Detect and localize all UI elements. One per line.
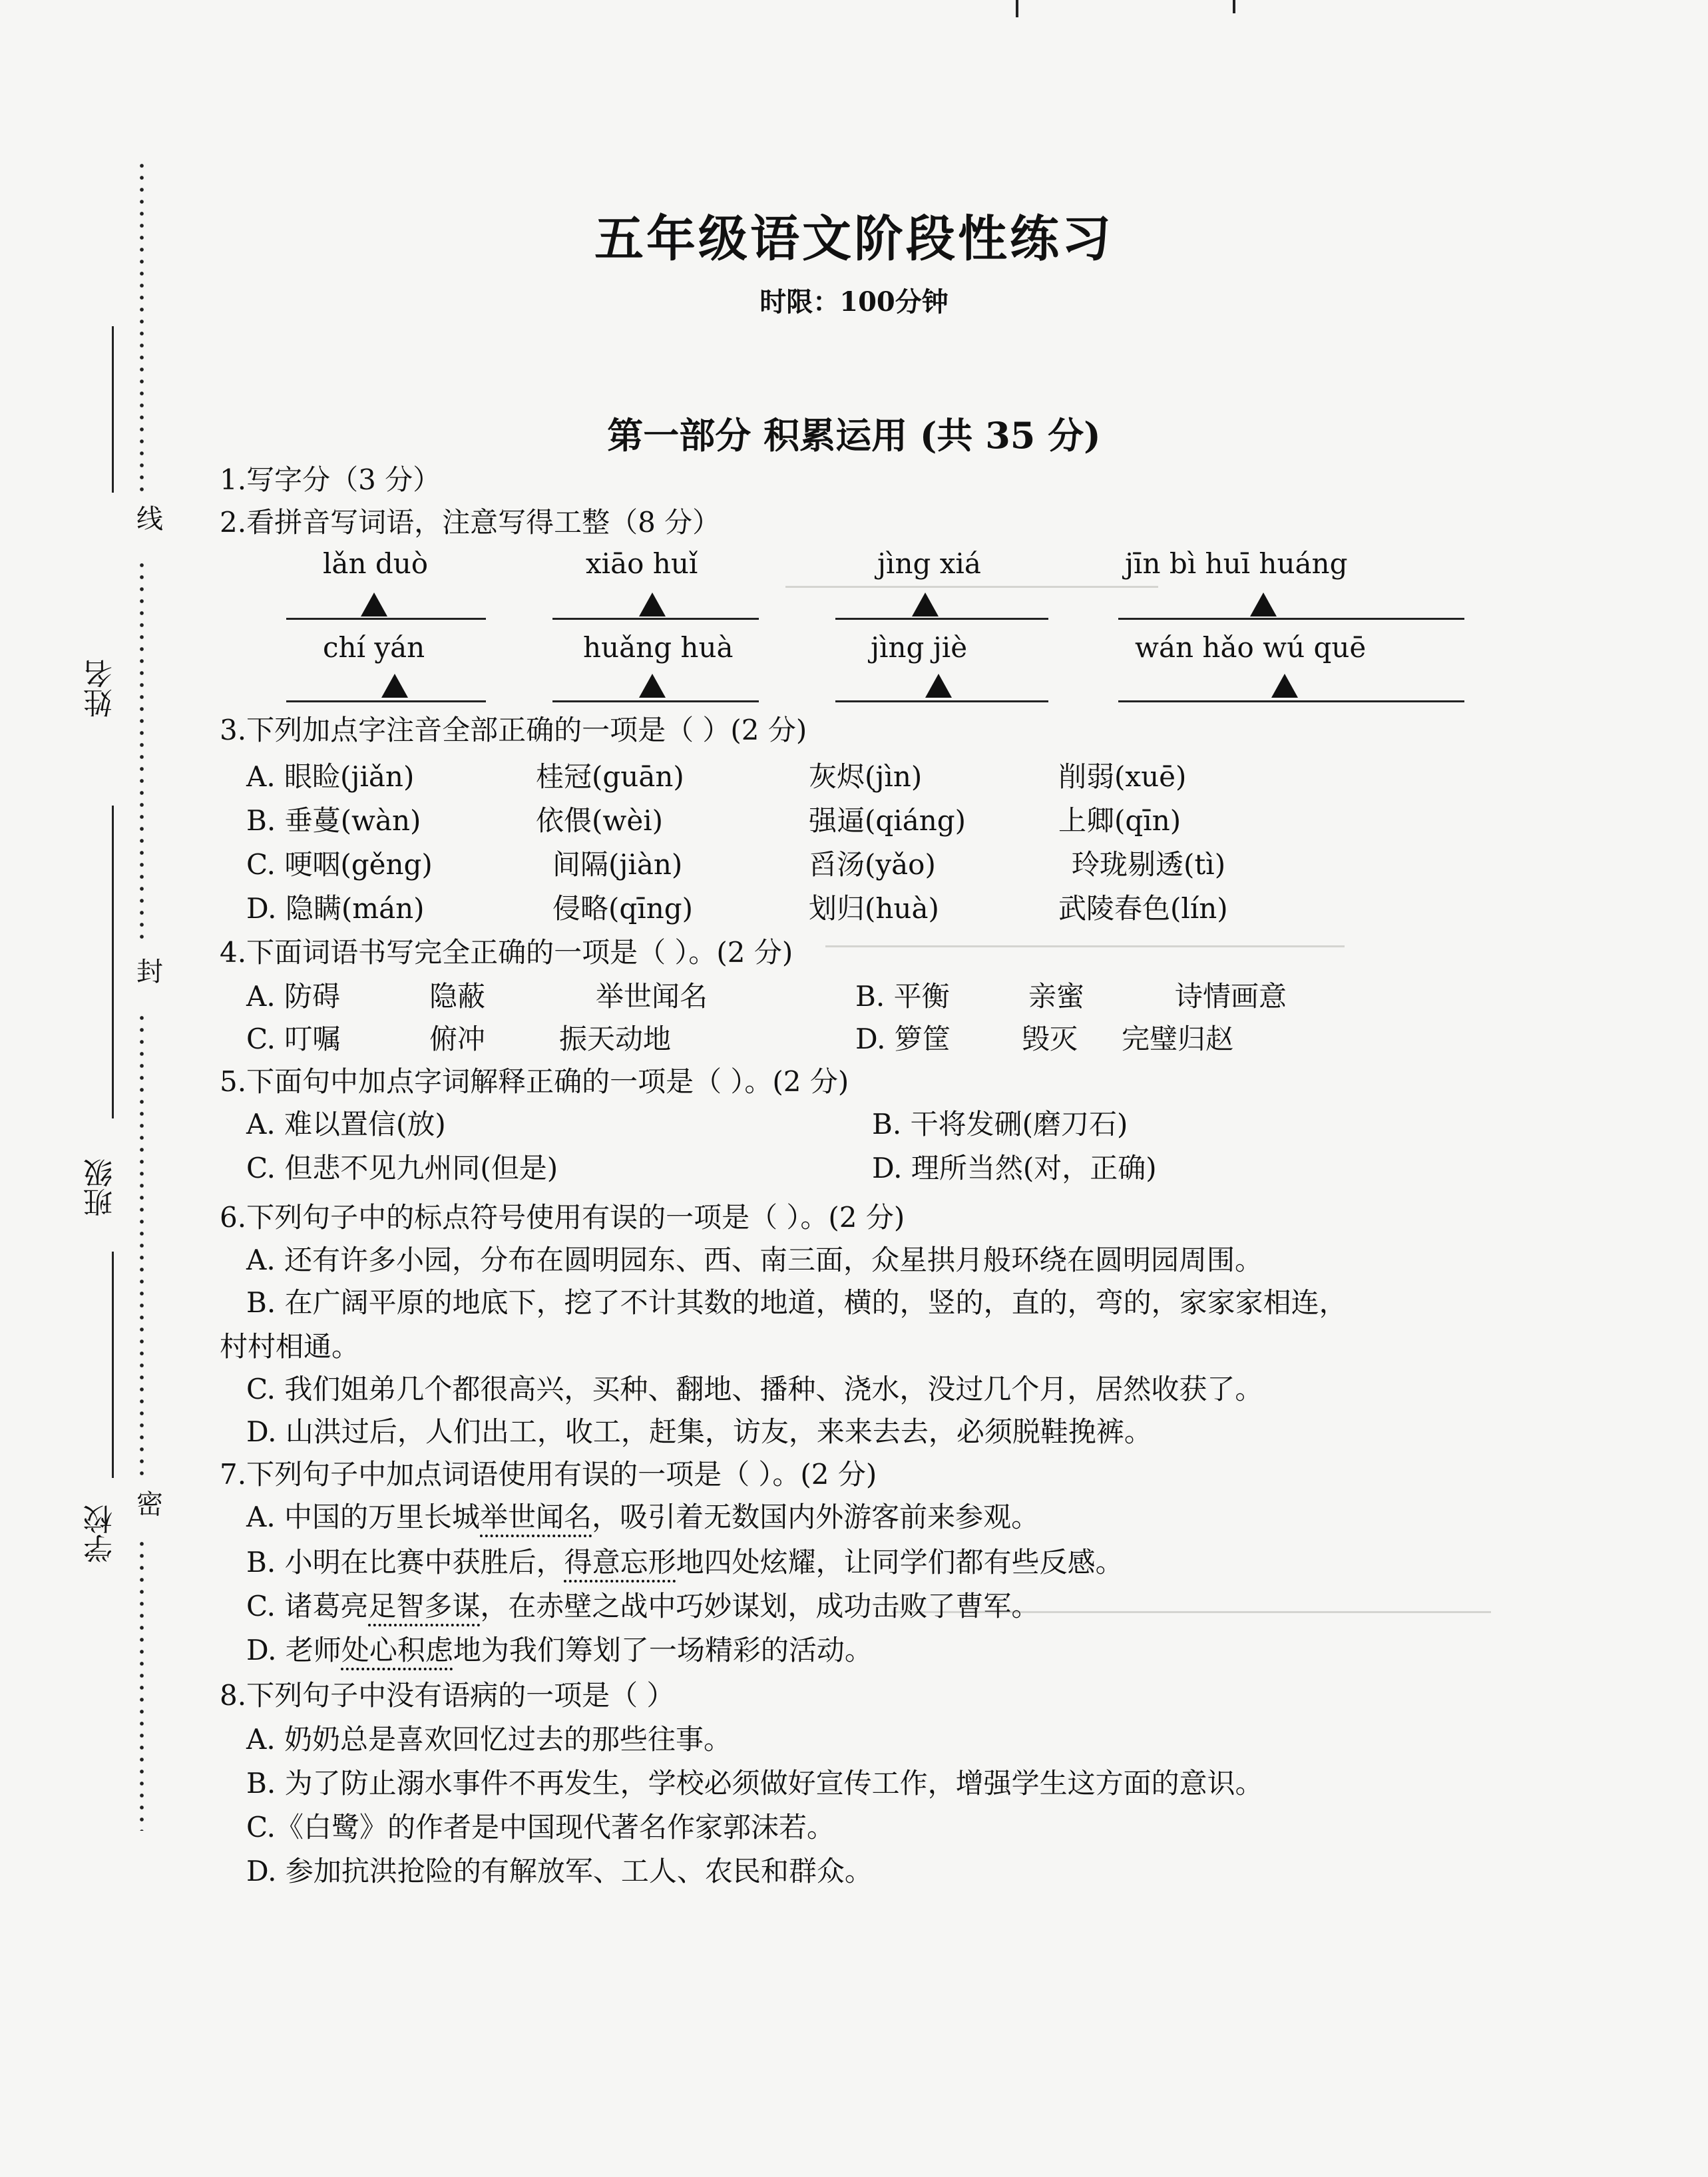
q7-option-b[interactable]	[246, 1546, 1124, 1578]
question-3: 3.下列加点字注音全部正确的一项是（ ）(2 分)	[220, 714, 807, 746]
q8-option-a[interactable]: A. 奶奶总是喜欢回忆过去的那些往事。	[246, 1723, 732, 1756]
q7-option-a[interactable]	[246, 1503, 1039, 1531]
pinyin-prompt: jìng jiè	[871, 631, 968, 664]
pinyin-prompt: huǎng huà	[583, 631, 734, 664]
triangle-marker-icon	[361, 593, 387, 616]
answer-line[interactable]	[1118, 618, 1464, 620]
q6-option-d[interactable]: D. 山洪过后，人们出工，收工，赶集，访友，来来去去，必须脱鞋挽裤。	[246, 1415, 1152, 1448]
answer-line[interactable]	[552, 700, 759, 702]
q8-option-d[interactable]: D. 参加抗洪抢险的有解放军、工人、农民和群众。	[246, 1855, 873, 1887]
question-5: 5.下面句中加点字词解释正确的一项是（ ）。(2 分)	[220, 1065, 849, 1098]
q7-option-d-text: 地为我们筹划了一场精彩的活动。	[453, 1634, 873, 1666]
q6-option-c[interactable]: C. 我们姐弟几个都很高兴，买种、翻地、播种、浇水，没过几个月，居然收获了。	[246, 1373, 1263, 1405]
q3-option-c[interactable]: C. 哽咽(gěng)	[246, 848, 433, 881]
question-6: 6.下列句子中的标点符号使用有误的一项是（ ）。(2 分)	[220, 1201, 905, 1234]
binding-dotted-line	[140, 1012, 144, 1478]
triangle-marker-icon	[925, 674, 952, 698]
q6-option-a[interactable]: A. 还有许多小园，分布在圆明园东、西、南三面，众星拱月般环绕在圆明园周围。	[246, 1244, 1263, 1276]
q3-option-d-word: 侵略(qīng)	[552, 892, 694, 925]
q3-option-b-word: 强逼(qiáng)	[809, 804, 966, 837]
answer-line[interactable]	[1118, 700, 1464, 702]
question-8: 8.下列句子中没有语病的一项是（ ）	[220, 1679, 675, 1712]
scan-artifact	[1233, 0, 1235, 13]
q8-option-c[interactable]: C.《白鹭》的作者是中国现代著名作家郭沫若。	[246, 1811, 835, 1843]
time-limit: 时限：100分钟	[759, 286, 949, 318]
school-label: 学校	[84, 1505, 118, 1563]
q7-option-a-dotted-word: 举世闻名	[480, 1501, 592, 1533]
answer-line[interactable]	[835, 700, 1048, 702]
q4-option-c[interactable]: C. 叮嘱	[246, 1023, 341, 1055]
q3-option-b[interactable]: B. 垂蔓(wàn)	[246, 804, 421, 837]
q4-option-a-word: 举世闻名	[596, 980, 708, 1013]
q4-option-c-word: 振天动地	[559, 1023, 672, 1055]
question-7: 7.下列句子中加点词语使用有误的一项是（ ）。(2 分)	[220, 1458, 877, 1491]
q6-option-b[interactable]: B. 在广阔平原的地底下，挖了不计其数的地道，横的，竖的，直的，弯的，家家家相连，	[246, 1286, 1347, 1319]
q3-option-c-word: 舀汤(yǎo)	[809, 848, 936, 881]
binding-dotted-line	[140, 559, 144, 945]
answer-line[interactable]	[286, 700, 486, 702]
q4-option-b[interactable]: B. 平衡	[855, 980, 950, 1013]
q3-option-a[interactable]: A. 眼睑(jiǎn)	[246, 760, 415, 793]
bleed-through-text	[260, 160, 952, 198]
answer-line[interactable]	[286, 618, 486, 620]
triangle-marker-icon	[912, 593, 939, 616]
pinyin-prompt: jìng xiá	[877, 547, 981, 580]
q4-option-d-word: 完璧归赵	[1122, 1023, 1234, 1055]
q3-option-d-word: 武陵春色(lín)	[1058, 892, 1228, 925]
q4-option-d-word: 毁灭	[1022, 1023, 1078, 1055]
q7-option-c-dotted-word: 足智多谋	[368, 1590, 481, 1622]
q8-option-b[interactable]: B. 为了防止溺水事件不再发生，学校必须做好宣传工作，增强学生这方面的意识。	[246, 1767, 1263, 1800]
pinyin-prompt: xiāo huǐ	[586, 547, 698, 580]
scan-artifact	[1016, 0, 1018, 17]
q7-option-d-text: D. 老师	[246, 1634, 341, 1666]
q4-option-d[interactable]: D. 箩筐	[855, 1023, 951, 1055]
q7-option-a-text: A. 中国的万里长城	[246, 1501, 481, 1533]
binding-dense-label: 密	[136, 1489, 163, 1520]
q5-option-b[interactable]: B. 干将发硎(磨刀石)	[872, 1108, 1128, 1140]
q3-option-c-word: 间隔(jiàn)	[552, 848, 683, 881]
answer-line[interactable]	[552, 618, 759, 620]
q7-option-b-dotted-word: 得意忘形	[564, 1546, 676, 1578]
q6-option-b-continued: 村村相通。	[220, 1330, 360, 1363]
q7-option-b-text: B. 小明在比赛中获胜后，	[246, 1546, 564, 1578]
q3-option-d[interactable]: D. 隐瞒(mán)	[246, 892, 425, 925]
q4-option-c-word: 俯冲	[429, 1023, 486, 1055]
q3-option-b-word: 上卿(qīn)	[1058, 804, 1181, 837]
triangle-marker-icon	[1271, 674, 1298, 698]
class-label: 班级	[84, 1158, 118, 1217]
q4-option-a[interactable]: A. 防碍	[246, 980, 341, 1013]
q7-option-d-dotted-word: 处心积虑	[341, 1634, 453, 1666]
section-title: 第一部分 积累运用 (共 35 分)	[607, 414, 1101, 457]
q7-option-c-text: ，在赤壁之战中巧妙谋划，成功击败了曹军。	[480, 1590, 1040, 1622]
question-4: 4.下面词语书写完全正确的一项是（ ）。(2 分)	[220, 936, 793, 969]
bleed-through-rule	[785, 586, 1158, 588]
q4-option-b-word: 诗情画意	[1175, 980, 1287, 1013]
triangle-marker-icon	[381, 674, 408, 698]
q7-option-d[interactable]	[246, 1636, 873, 1664]
page-title: 五年级语文阶段性练习	[594, 210, 1114, 268]
bleed-through-rule	[825, 945, 1345, 947]
q3-option-a-word: 削弱(xuē)	[1058, 760, 1187, 793]
triangle-marker-icon	[1250, 593, 1277, 616]
binding-dotted-line	[140, 1538, 144, 1831]
q4-option-b-word: 亲蜜	[1028, 980, 1085, 1013]
pinyin-prompt: lǎn duò	[323, 547, 429, 580]
pinyin-prompt: wán hǎo wú quē	[1135, 631, 1367, 664]
class-write-line[interactable]	[112, 806, 114, 1118]
pinyin-prompt: chí yán	[323, 631, 425, 664]
binding-seal-label: 封	[136, 957, 163, 987]
pinyin-prompt: jīn bì huī huáng	[1125, 547, 1348, 580]
q3-option-a-word: 桂冠(guān)	[536, 760, 684, 793]
question-1: 1.写字分（3 分）	[220, 463, 441, 496]
q7-option-c[interactable]	[246, 1592, 1039, 1620]
q7-option-a-text: ，吸引着无数国内外游客前来参观。	[592, 1501, 1040, 1533]
triangle-marker-icon	[639, 593, 666, 616]
q7-option-b-text: 地四处炫耀，让同学们都有些反感。	[676, 1546, 1124, 1578]
school-write-line[interactable]	[112, 1252, 114, 1478]
q3-option-b-word: 依偎(wèi)	[536, 804, 664, 837]
q3-option-d-word: 划归(huà)	[809, 892, 939, 925]
triangle-marker-icon	[639, 674, 666, 698]
q5-option-d[interactable]: D. 理所当然(对，正确)	[872, 1152, 1157, 1184]
question-2: 2.看拼音写词语，注意写得工整（8 分）	[220, 506, 721, 539]
q7-option-c-text: C. 诸葛亮	[246, 1590, 369, 1622]
name-label: 姓名	[84, 659, 118, 718]
q3-option-c-word: 玲珑剔透(tì)	[1072, 848, 1226, 881]
q5-option-a[interactable]: A. 难以置信(放)	[246, 1108, 446, 1140]
binding-line-label: 线	[136, 504, 163, 535]
q4-option-a-word: 隐蔽	[429, 980, 486, 1013]
answer-line[interactable]	[835, 618, 1048, 620]
q3-option-a-word: 灰烬(jìn)	[809, 760, 923, 793]
q5-option-c[interactable]: C. 但悲不见九州同(但是)	[246, 1152, 558, 1184]
